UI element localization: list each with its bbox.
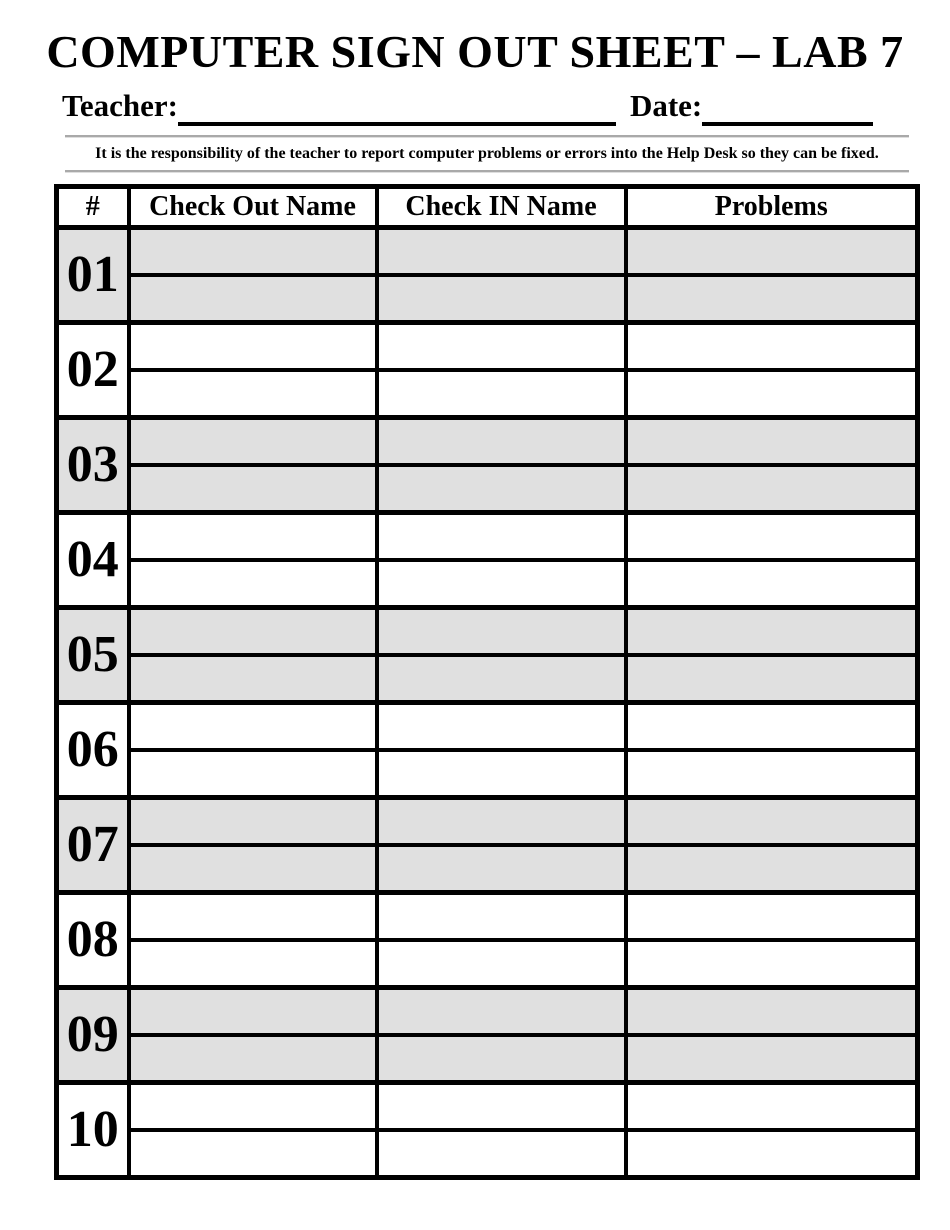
cell-check-in-line2: [377, 275, 626, 323]
table-row-05-line1: [57, 608, 918, 656]
cell-check-out-line1: [129, 703, 377, 751]
table-row-04-line2: [57, 560, 918, 608]
divider-rule-bottom: [65, 170, 909, 173]
cell-problems-line2: [626, 845, 918, 893]
table-row-09-line1: [57, 988, 918, 1036]
cell-check-in-line1: [377, 513, 626, 561]
cell-check-out-line1: [129, 513, 377, 561]
cell-check-out-line2: [129, 370, 377, 418]
table-row-05-line2: [57, 655, 918, 703]
row-number: 09: [57, 988, 129, 1083]
cell-check-in-line2: [377, 750, 626, 798]
cell-check-out-line2: [129, 1130, 377, 1178]
cell-problems-line1: [626, 228, 918, 276]
table-row-08-line2: [57, 940, 918, 988]
page-title: COMPUTER SIGN OUT SHEET – LAB 7: [46, 26, 904, 77]
cell-problems-line2: [626, 655, 918, 703]
table-header: [57, 187, 918, 228]
row-number: 03: [57, 418, 129, 513]
cell-check-out-line1: [129, 418, 377, 466]
table-row-09-line2: [57, 1035, 918, 1083]
cell-check-in-line2: [377, 845, 626, 893]
table-row-03-line2: [57, 465, 918, 513]
cell-problems-line2: [626, 465, 918, 513]
row-number: 01: [57, 228, 129, 323]
cell-check-in-line1: [377, 798, 626, 846]
cell-problems-line2: [626, 1130, 918, 1178]
table-row-06-line1: [57, 703, 918, 751]
cell-check-in-line2: [377, 1035, 626, 1083]
row-number: 02: [57, 323, 129, 418]
cell-problems-line2: [626, 560, 918, 608]
cell-check-out-line1: [129, 608, 377, 656]
cell-problems-line2: [626, 940, 918, 988]
header-check-out-name: Check Out Name: [129, 187, 377, 228]
divider-rule-top: [65, 135, 909, 138]
cell-check-out-line2: [129, 940, 377, 988]
cell-check-in-line2: [377, 940, 626, 988]
cell-check-out-line2: [129, 560, 377, 608]
cell-problems-line2: [626, 750, 918, 798]
cell-problems-line1: [626, 798, 918, 846]
cell-problems-line1: [626, 893, 918, 941]
cell-problems-line1: [626, 418, 918, 466]
table-row-08-line1: [57, 893, 918, 941]
row-number: 10: [57, 1083, 129, 1178]
table-row-06-line2: [57, 750, 918, 798]
table-row-03-line1: [57, 418, 918, 466]
table-row-04-line1: [57, 513, 918, 561]
table-row-07-line2: [57, 845, 918, 893]
header-number: #: [57, 187, 129, 228]
table-header-row: [57, 187, 918, 228]
cell-check-in-line2: [377, 370, 626, 418]
cell-check-in-line1: [377, 703, 626, 751]
sign-out-table: [54, 184, 920, 1180]
table-row-07-line1: [57, 798, 918, 846]
cell-problems-line1: [626, 988, 918, 1036]
cell-problems-line2: [626, 275, 918, 323]
header-problems: Problems: [626, 187, 918, 228]
cell-check-out-line2: [129, 465, 377, 513]
cell-check-out-line2: [129, 845, 377, 893]
cell-problems-line2: [626, 1035, 918, 1083]
cell-check-in-line1: [377, 608, 626, 656]
table-body: [57, 228, 918, 1178]
cell-check-in-line1: [377, 418, 626, 466]
cell-check-in-line2: [377, 655, 626, 703]
cell-check-out-line2: [129, 1035, 377, 1083]
cell-check-in-line1: [377, 893, 626, 941]
teacher-date-row: [62, 86, 880, 126]
teacher-blank-line: [178, 86, 616, 126]
cell-check-out-line2: [129, 655, 377, 703]
cell-problems-line1: [626, 323, 918, 371]
row-number: 08: [57, 893, 129, 988]
row-number: 06: [57, 703, 129, 798]
row-number: 04: [57, 513, 129, 608]
teacher-label: Teacher:: [62, 88, 178, 123]
cell-problems-line1: [626, 608, 918, 656]
header-check-in-name: Check IN Name: [377, 187, 626, 228]
table-row-02-line2: [57, 370, 918, 418]
cell-check-out-line1: [129, 323, 377, 371]
table-row-02-line1: [57, 323, 918, 371]
cell-check-in-line1: [377, 323, 626, 371]
cell-check-out-line1: [129, 893, 377, 941]
cell-check-out-line2: [129, 750, 377, 798]
date-blank-line: [702, 86, 873, 126]
cell-problems-line2: [626, 370, 918, 418]
cell-check-in-line1: [377, 988, 626, 1036]
help-desk-note: It is the responsibility of the teacher to report computer problems or errors into the Help Desk so they can be fixed.: [95, 145, 879, 162]
cell-check-out-line2: [129, 275, 377, 323]
cell-problems-line1: [626, 1083, 918, 1131]
cell-check-in-line1: [377, 228, 626, 276]
table-row-01-line1: [57, 228, 918, 276]
cell-check-in-line2: [377, 560, 626, 608]
cell-problems-line1: [626, 703, 918, 751]
date-label: Date:: [629, 88, 703, 123]
cell-check-out-line1: [129, 798, 377, 846]
cell-problems-line1: [626, 513, 918, 561]
cell-check-in-line2: [377, 465, 626, 513]
cell-check-in-line1: [377, 1083, 626, 1131]
table-row-10-line2: [57, 1130, 918, 1178]
row-number: 05: [57, 608, 129, 703]
cell-check-out-line1: [129, 988, 377, 1036]
cell-check-out-line1: [129, 1083, 377, 1131]
table-row-01-line2: [57, 275, 918, 323]
row-number: 07: [57, 798, 129, 893]
cell-check-in-line2: [377, 1130, 626, 1178]
cell-check-out-line1: [129, 228, 377, 276]
table-row-10-line1: [57, 1083, 918, 1131]
